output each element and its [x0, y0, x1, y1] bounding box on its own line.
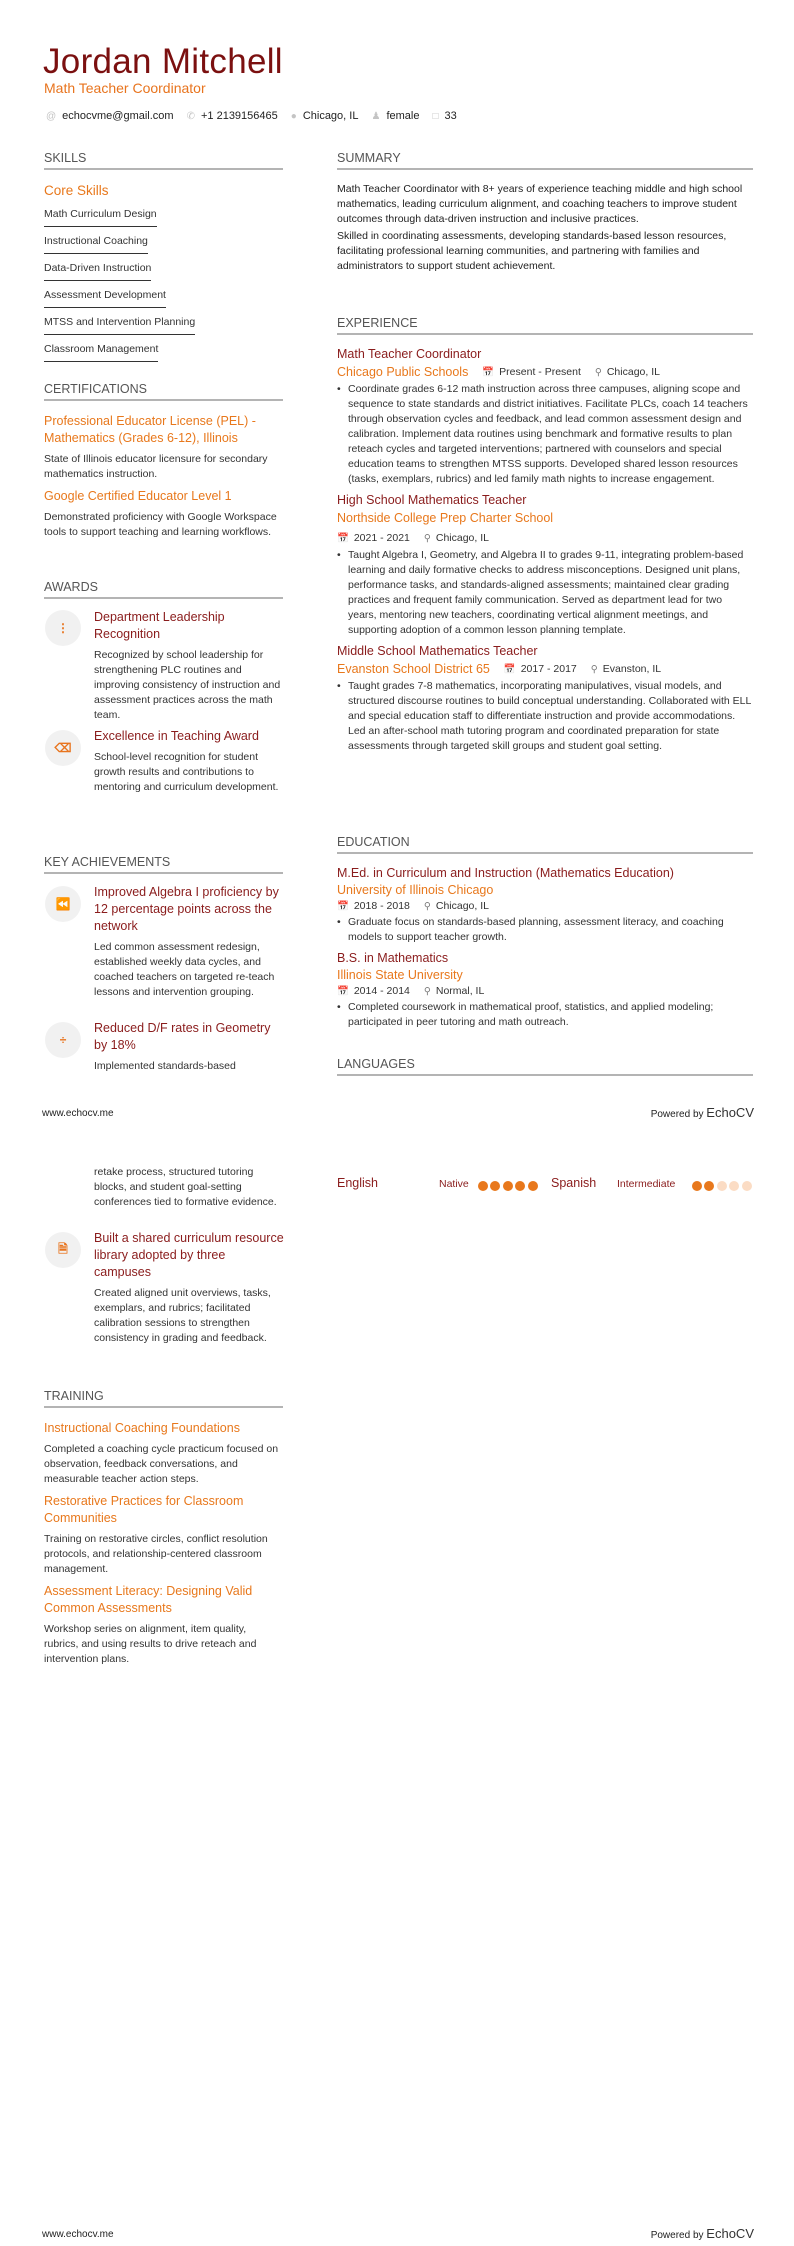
rating-dot-filled: [704, 1181, 714, 1191]
awards-section: [44, 579, 283, 839]
achievement-title: Built a shared curriculum resource library adopted by three campuses: [94, 1231, 284, 1279]
summary-paragraph: Math Teacher Coordinator with 8+ years of experience teaching middle and high school mathematics, leading curriculum alignment, and coaching teachers to improve student outcomes through data-driven instruction and inclusive practices.: [337, 183, 743, 225]
job-location: Chicago, IL: [435, 532, 489, 544]
candidate-name: Jordan Mitchell: [43, 42, 283, 81]
certifications-section: [44, 381, 283, 540]
rating-dot-filled: [528, 1181, 538, 1191]
skill-item: Math Curriculum Design: [44, 205, 157, 227]
training-desc: Workshop series on alignment, item quality, rubrics, and using results to drive reteach and intervention plans.: [44, 1623, 257, 1665]
job-dates: 2021 - 2021: [353, 532, 410, 544]
section-heading: EDUCATION: [337, 834, 753, 854]
award-title: Department Leadership Recognition: [94, 610, 225, 641]
experience-item: [337, 346, 753, 487]
summary-paragraph: Skilled in coordinating assessments, developing standards-based lesson resources, facilitating professional learning communities, and partnering with families and administrators to support student achievement.: [337, 230, 727, 272]
job-title: High School Mathematics Teacher: [337, 493, 527, 507]
achievement-item: [94, 1020, 284, 1074]
job-bullet: • Taught grades 7-8 mathematics, incorporating manipulatives, visual models, and structured discourse routines to build conceptual understanding. Collaborated with ELL and special education staff to differentiate instruction and provide accommodations. Led an after-school math tutoring program and coordinated preparation for state assessments through targeted skill groups and student goal setting.: [337, 679, 753, 754]
achievement-desc: Implemented standards-based: [94, 1060, 236, 1072]
file-check-icon: 🗎: [45, 1232, 81, 1268]
calendar-icon: 📅: [337, 986, 349, 997]
education-section: [337, 834, 753, 1030]
calendar-icon: 📅: [337, 533, 349, 544]
location-pin-icon: ⚲: [423, 533, 431, 544]
achievement-desc-continued: [94, 1165, 284, 1210]
languages-section: [337, 1056, 753, 1076]
company-name: Northside College Prep Charter School: [337, 511, 554, 525]
achievements-continued: [44, 1165, 283, 1375]
training-desc: Training on restorative circles, conflict resolution protocols, and relationship-centered classroom management.: [44, 1533, 268, 1575]
skill-item: Assessment Development: [44, 286, 166, 308]
rating-dot-empty: [729, 1181, 739, 1191]
rating-dot-filled: [490, 1181, 500, 1191]
job-location: Chicago, IL: [606, 366, 660, 378]
brand-logo[interactable]: EchoCV: [706, 1105, 754, 1120]
degree: M.Ed. in Curriculum and Instruction (Mathematics Education): [337, 866, 674, 880]
contact-age: 33: [444, 110, 457, 122]
calendar-icon: 📅: [503, 664, 516, 675]
training-desc: Completed a coaching cycle practicum focused on observation, feedback conversations, and measurable teacher action steps.: [44, 1443, 279, 1485]
language-name: English: [337, 1176, 378, 1190]
award-desc: Recognized by school leadership for strengthening PLC routines and improving consistency of instruction and assessment practices across the math team.: [94, 649, 281, 721]
education-location: Chicago, IL: [435, 900, 489, 912]
footer-powered: [651, 1105, 754, 1120]
section-heading: SKILLS: [44, 150, 283, 170]
education-dates: 2018 - 2018: [353, 900, 410, 912]
job-dates: 2017 - 2017: [520, 663, 577, 675]
language-name: Spanish: [551, 1176, 597, 1190]
experience-item: [337, 492, 753, 638]
candidate-title: Math Teacher Coordinator: [44, 80, 206, 96]
location-pin-icon: ⚲: [423, 901, 431, 912]
section-heading: SUMMARY: [337, 150, 753, 170]
achievement-desc: retake process, structured tutoring blocks, and student goal-setting conferences tied to formative evidence.: [94, 1166, 277, 1208]
education-item: [337, 950, 753, 1030]
achievement-desc: Led common assessment redesign, established weekly data cycles, and coached teachers on targeted re-teach lessons and intervention grouping.: [94, 941, 275, 998]
location-pin-icon: ●: [290, 110, 297, 122]
footer-site-link[interactable]: www.echocv.me: [42, 2229, 114, 2240]
education-bullet: • Graduate focus on standards-based planning, assessment literacy, and coaching models to support teacher growth.: [337, 915, 753, 945]
school-name: University of Illinois Chicago: [337, 883, 494, 897]
powered-by-label: Powered by: [650, 1109, 704, 1120]
achievement-desc: Created aligned unit overviews, tasks, exemplars, and rubrics; facilitated calibration sessions to strengthen consistency in grading and feedback.: [94, 1287, 271, 1344]
person-icon: ♟: [371, 110, 381, 122]
backspace-icon: ⌫: [45, 730, 81, 766]
section-heading: KEY ACHIEVEMENTS: [44, 854, 283, 874]
job-dates: Present - Present: [499, 366, 581, 378]
contact-email[interactable]: echocvme@gmail.com: [62, 110, 174, 122]
footer-site-link[interactable]: www.echocv.me: [42, 1108, 114, 1119]
brand-logo[interactable]: EchoCV: [706, 2226, 754, 2241]
section-heading: EXPERIENCE: [337, 315, 753, 335]
contact-bar: [46, 110, 470, 122]
degree: B.S. in Mathematics: [337, 951, 449, 965]
achievements-section: [44, 854, 283, 1084]
skills-section: [44, 150, 283, 362]
calendar-icon: 📅: [337, 901, 349, 912]
rating-dot-filled: [515, 1181, 525, 1191]
rating-dot-filled: [692, 1181, 702, 1191]
certification-desc: Demonstrated proficiency with Google Workspace tools to support teaching and learning workflows.: [44, 511, 277, 538]
language-level: Native: [439, 1178, 469, 1190]
training-title: Assessment Literacy: Designing Valid Common Assessments: [44, 1584, 253, 1615]
achievement-item: [94, 1230, 284, 1346]
certification-title: Professional Educator License (PEL) - Mathematics (Grades 6-12), Illinois: [44, 414, 256, 445]
language-rating: [475, 1178, 538, 1196]
certification-title: Google Certified Educator Level 1: [44, 489, 232, 503]
company-name: Chicago Public Schools: [337, 365, 469, 379]
rating-dot-filled: [503, 1181, 513, 1191]
language-rating: [689, 1178, 752, 1196]
education-dates: 2014 - 2014: [353, 985, 410, 997]
education-bullet: • Completed coursework in mathematical proof, statistics, and applied modeling; participated in peer tutoring and math outreach.: [337, 1000, 753, 1030]
education-item: [337, 865, 753, 945]
language-level: Intermediate: [617, 1178, 676, 1190]
section-heading: CERTIFICATIONS: [44, 381, 283, 401]
powered-by-label: Powered by: [650, 2230, 704, 2241]
phone-icon: ✆: [186, 110, 195, 122]
job-bullet: • Taught Algebra I, Geometry, and Algebra II to grades 9-11, integrating problem-based learning and daily formative checks to address misconceptions. Designed unit plans, performance tasks, and standards-aligned assessments; maintained clear grading practices and frequent family communication. Served as department lead for two years, mentoring new teachers, coordinating vertical alignment meetings, and supporting adoption of a common lesson planning template.: [337, 548, 753, 638]
achievement-title: Reduced D/F rates in Geometry by 18%: [94, 1021, 271, 1052]
rating-dot-filled: [478, 1181, 488, 1191]
training-section: [44, 1388, 283, 1667]
section-heading: TRAINING: [44, 1388, 283, 1408]
award-desc: School-level recognition for student growth results and contributions to mentoring and curriculum development.: [94, 751, 279, 793]
calendar-icon: □: [432, 110, 439, 122]
education-location: Normal, IL: [435, 985, 485, 997]
training-title: Instructional Coaching Foundations: [44, 1421, 240, 1435]
job-location: Evanston, IL: [602, 663, 662, 675]
skill-item: Instructional Coaching: [44, 232, 148, 254]
at-icon: @: [46, 110, 57, 122]
contact-gender: female: [386, 110, 420, 122]
achievement-title: Improved Algebra I proficiency by 12 percentage points across the network: [94, 885, 279, 933]
company-name: Evanston School District 65: [337, 662, 490, 676]
calendar-icon: 📅: [482, 367, 495, 378]
training-title: Restorative Practices for Classroom Communities: [44, 1494, 244, 1525]
rating-dot-empty: [742, 1181, 752, 1191]
achievement-item: [94, 884, 284, 1000]
location-pin-icon: ⚲: [423, 986, 431, 997]
skill-item: Data-Driven Instruction: [44, 259, 151, 281]
divide-icon: ÷: [45, 1022, 81, 1058]
rating-dot-empty: [717, 1181, 727, 1191]
languages-row: [337, 1176, 753, 1194]
section-heading: LANGUAGES: [337, 1056, 753, 1076]
location-pin-icon: ⚲: [590, 664, 598, 675]
footer-powered: [651, 2226, 754, 2241]
experience-item: [337, 643, 753, 754]
job-title: Middle School Mathematics Teacher: [337, 644, 538, 658]
job-bullet: • Coordinate grades 6-12 math instruction across three campuses, aligning scope and sequence to state standards and district initiatives. Facilitate PLCs, coach 14 teachers through observation cycles and feedback, and lead common assessment design and calibration. Implement data routines using benchmark and formative results to plan reteach cycles and targeted interventions; partnered with counselors and special education teams to strengthen MTSS supports. Developed shared lesson resources (tasks, exemplars, rubrics) and led family math nights to increase engagement.: [337, 382, 753, 487]
certification-desc: State of Illinois educator licensure for secondary mathematics instruction.: [44, 453, 268, 480]
skill-item: MTSS and Intervention Planning: [44, 313, 195, 335]
contact-phone[interactable]: +1 2139156465: [200, 110, 278, 122]
rewind-icon: ⏪: [45, 886, 81, 922]
section-heading: AWARDS: [44, 579, 283, 599]
location-pin-icon: ⚲: [594, 367, 602, 378]
skill-item: Classroom Management: [44, 340, 158, 362]
job-title: Math Teacher Coordinator: [337, 347, 482, 361]
vertical-dots-icon: ⋮: [45, 610, 81, 646]
award-item: [94, 609, 284, 723]
award-title: Excellence in Teaching Award: [94, 729, 259, 743]
summary-section: [337, 150, 753, 274]
experience-section: [337, 315, 753, 754]
skills-group-title: Core Skills: [44, 183, 109, 198]
award-item: [94, 728, 284, 795]
contact-location: Chicago, IL: [302, 110, 359, 122]
school-name: Illinois State University: [337, 968, 463, 982]
